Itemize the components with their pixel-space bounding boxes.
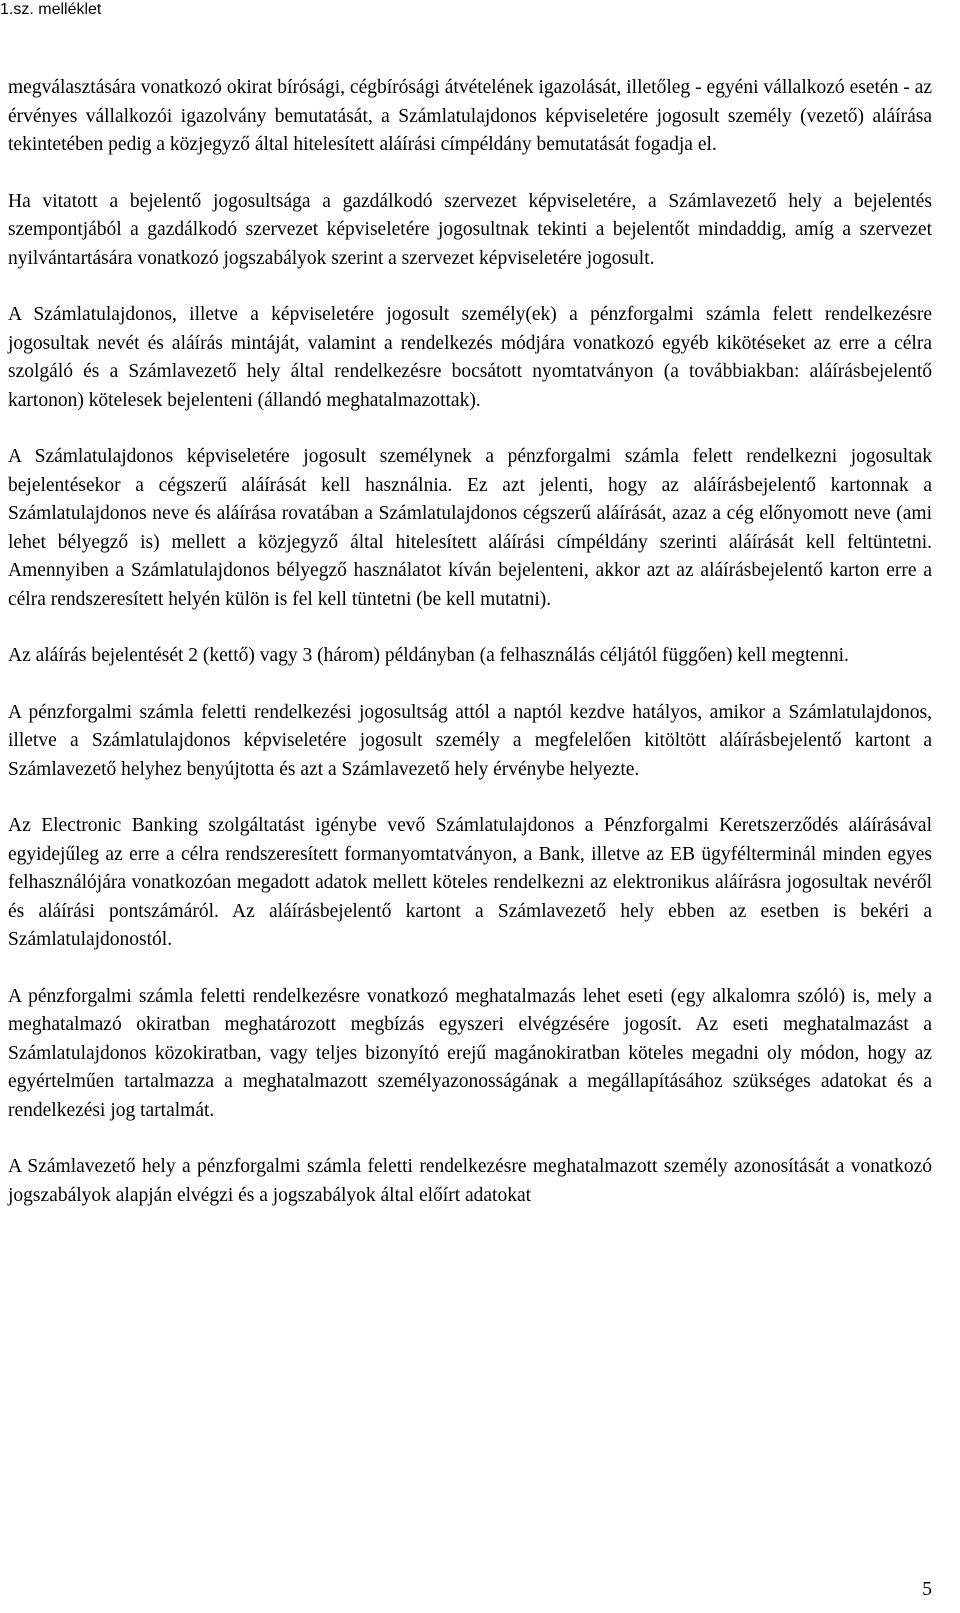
paragraph-signature-registration: A Számlatulajdonos, illetve a képviseletére jogosult személy(ek) a pénzforgalmi számla felett rendelkezésre jogosultak nevét és aláírás mintáját, valamint a rendelkezés módjára vonatkozó egyéb kikötéseket az erre a célra szolgáló és a Számlavezető hely által rendelkezésre bocsátott nyomtatványon (a továbbiakban: aláírásbejelentő kartonon) kötelesek bejelenteni (állandó meghatalmazottak). <box>8 304 932 411</box>
paragraph-disputed-authority: Ha vitatott a bejelentő jogosultsága a gazdálkodó szervezet képviseletére, a Számlavezető hely a bejelentés szempontjából a gazdálkodó szervezet képviseletére jogosultnak tekinti a bejelentőt mindaddig, amíg a szervezet nyilvántartására vonatkozó jogszabályok szerint a szervezet képviseletére jogosult. <box>8 190 932 269</box>
paragraph-representative-verification: megválasztására vonatkozó okirat bírósági, cégbírósági átvételének igazolását, illetőleg - egyéni vállalkozó esetén - az érvényes vállalkozói igazolvány bemutatását, a Számlatulajdonos képviseletére jogosult személy (vezető) aláírása tekintetében pedig a közjegyző által hitelesített aláírási címpéldány bemutatását fogadja el. <box>8 77 932 155</box>
page-number: 5 <box>922 1579 932 1600</box>
paragraph-copies: Az aláírás bejelentését 2 (kettő) vagy 3 (három) példányban (a felhasználás céljától függően) kell megtenni. <box>8 645 849 666</box>
paragraph-one-time-authorization: A pénzforgalmi számla feletti rendelkezésre vonatkozó meghatalmazás lehet eseti (egy alkalomra szóló) is, mely a meghatalmazó okiratban meghatározott megbízás egyszeri elvégzésére jogosít. Az eseti meghatalmazást a Számlatulajdonos közokiratban, vagy teljes bizonyító erejű magánokiratban köteles megadni oly módon, hogy az egyértelműen tartalmazza a meghatalmazott személyazonosságának a megállapításához szükséges adatokat és a rendelkezési jog tartalmát. <box>8 985 932 1121</box>
annex-label: 1.sz. melléklet <box>0 1 102 18</box>
paragraph-electronic-banking: Az Electronic Banking szolgáltatást igénybe vevő Számlatulajdonos a Pénzforgalmi Keretszerződés aláírásával egyidejűleg az erre a célra rendszeresített formanyomtatványon, a Bank, illetve az EB ügyfélterminál minden egyes felhasználójára vonatkozóan megadott adatok mellett köteles rendelkezni az elektronikus aláírásra jogosultak nevéről és aláírási pontszámáról. Az aláírásbejelentő kartont a Számlavezető hely ebben az esetben is bekéri a Számlatulajdonostól. <box>8 815 932 950</box>
document-body <box>8 74 932 1210</box>
paragraph-company-signature: A Számlatulajdonos képviseletére jogosult személynek a pénzforgalmi számla felett rendelkezni jogosultak bejelentésekor a cégszerű aláírását kell használnia. Ez azt jelenti, hogy az aláírásbejelentő kartonnak a Számlatulajdonos neve és aláírása rovatában a Számlatulajdonos cégszerű aláírását, azaz a cég előnyomott neve (ami lehet bélyegző is) mellett a közjegyző által hitelesített aláírási címpéldány szerinti aláírását kell feltüntetni. Amennyiben a Számlatulajdonos bélyegző használatot kíván bejelenteni, akkor azt az aláírásbejelentő karton erre a célra rendszeresített helyén külön is fel kell tüntetni (be kell mutatni). <box>8 446 932 610</box>
paragraph-effective-date: A pénzforgalmi számla feletti rendelkezési jogosultság attól a naptól kezdve hatályos, amikor a Számlatulajdonos, illetve a Számlatulajdonos képviseletére jogosult személy a megfelelően kitöltött aláírásbejelentő kartont a Számlavezető helyhez benyújtotta és azt a Számlavezető hely érvénybe helyezte. <box>8 701 932 780</box>
paragraph-identification: A Számlavezető hely a pénzforgalmi számla feletti rendelkezésre meghatalmazott személy azonosítását a vonatkozó jogszabályok alapján elvégzi és a jogszabályok által előírt adatokat <box>8 1156 932 1206</box>
